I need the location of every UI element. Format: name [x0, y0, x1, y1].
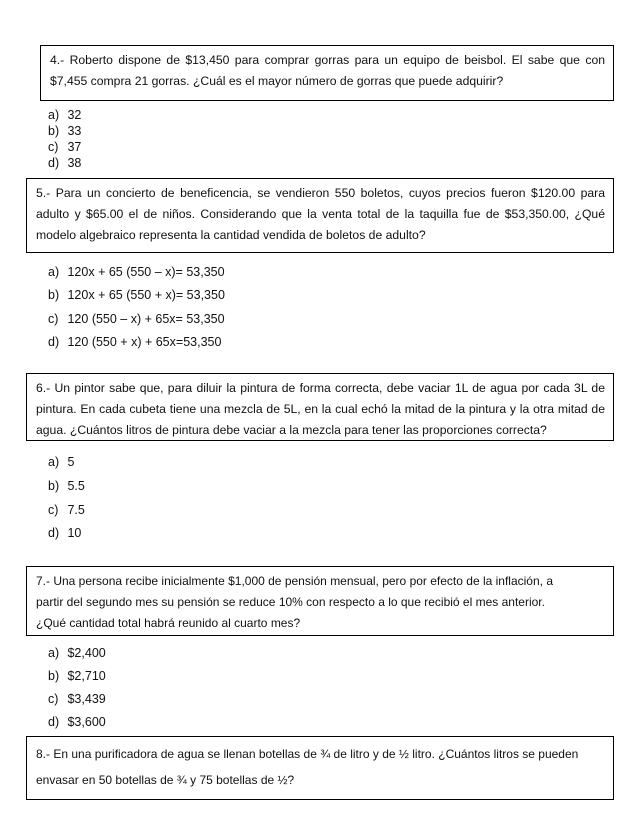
option-label: c): [48, 692, 59, 706]
option-label: b): [48, 124, 60, 138]
option-text: 120x + 65 (550 – x)= 53,350: [67, 265, 225, 279]
option-6c[interactable]: [48, 503, 85, 517]
option-label: b): [48, 288, 60, 302]
option-6b[interactable]: [48, 479, 85, 493]
option-text: 38: [67, 156, 82, 170]
option-label: c): [48, 312, 59, 326]
option-7d[interactable]: [48, 715, 106, 729]
option-label: a): [48, 646, 60, 660]
question-4-text: 4.- Roberto dispone de $13,450 para comprar gorras para un equipo de beisbol. El sabe que con $7,455 compra 21 gorras. ¿Cuál es el mayor número de gorras que puede adquirir?: [50, 53, 605, 88]
option-4a[interactable]: [48, 108, 81, 122]
option-4d[interactable]: [48, 156, 81, 170]
option-7a[interactable]: [48, 646, 106, 660]
option-text: 120 (550 – x) + 65x= 53,350: [67, 312, 225, 326]
option-6d[interactable]: [48, 526, 81, 540]
option-text: 7.5: [67, 503, 85, 517]
option-text: 10: [67, 526, 82, 540]
option-text: 120 (550 + x) + 65x=53,350: [67, 335, 222, 349]
option-4b[interactable]: [48, 124, 81, 138]
option-text: 33: [67, 124, 82, 138]
question-8-box: [26, 736, 614, 800]
option-text: $3,439: [67, 692, 106, 706]
option-5c[interactable]: [48, 312, 225, 326]
option-label: d): [48, 156, 60, 170]
question-7-box: [26, 566, 614, 636]
question-8-line-2: envasar en 50 botellas de ¾ y 75 botellas de ½?: [36, 773, 295, 787]
question-8-line-1: 8.- En una purificadora de agua se llenan botellas de ¾ de litro y de ½ litro. ¿Cuántos litros se pueden: [36, 747, 579, 761]
option-label: b): [48, 669, 60, 683]
question-5-text: 5.- Para un concierto de beneficencia, se vendieron 550 boletos, cuyos precios fueron $120.00 para adulto y $65.00 el de niños. Considerando que la venta total de la taquilla fue de $53,350.00, ¿Qué modelo algebraico representa la cantidad vendida de boletos de adulto?: [36, 186, 605, 242]
option-label: a): [48, 265, 60, 279]
option-label: d): [48, 335, 60, 349]
option-label: d): [48, 715, 60, 729]
option-6a[interactable]: [48, 455, 74, 469]
option-7c[interactable]: [48, 692, 106, 706]
option-label: a): [48, 108, 60, 122]
option-label: c): [48, 140, 59, 154]
option-text: 5.5: [67, 479, 85, 493]
option-5b[interactable]: [48, 288, 225, 302]
option-text: 37: [67, 140, 82, 154]
question-5-box: [26, 178, 614, 253]
option-text: 5: [67, 455, 75, 469]
question-6-box: [26, 373, 614, 441]
option-text: 32: [67, 108, 82, 122]
option-label: d): [48, 526, 60, 540]
option-5d[interactable]: [48, 335, 221, 349]
option-text: $2,710: [67, 669, 106, 683]
option-7b[interactable]: [48, 669, 106, 683]
option-5a[interactable]: [48, 265, 225, 279]
option-label: a): [48, 455, 60, 469]
option-text: $2,400: [67, 646, 106, 660]
question-7-line-1: 7.- Una persona recibe inicialmente $1,000 de pensión mensual, pero por efecto de la inflación, a: [36, 574, 553, 588]
option-4c[interactable]: [48, 140, 81, 154]
option-label: c): [48, 503, 59, 517]
question-6-text: 6.- Un pintor sabe que, para diluir la pintura de forma correcta, debe vaciar 1L de agua por cada 3L de pintura. En cada cubeta tiene una mezcla de 5L, en la cual echó la mitad de la pintura y la otra mitad de agua. ¿Cuántos litros de pintura debe vaciar a la mezcla para tener las proporciones correcta?: [36, 381, 605, 437]
question-7-line-3: ¿Qué cantidad total habrá reunido al cuarto mes?: [36, 616, 301, 630]
option-text: $3,600: [67, 715, 106, 729]
option-label: b): [48, 479, 60, 493]
question-4-box: [40, 45, 614, 101]
question-7-line-2: partir del segundo mes su pensión se reduce 10% con respecto a lo que recibió el mes anterior.: [36, 595, 545, 609]
option-text: 120x + 65 (550 + x)= 53,350: [67, 288, 225, 302]
